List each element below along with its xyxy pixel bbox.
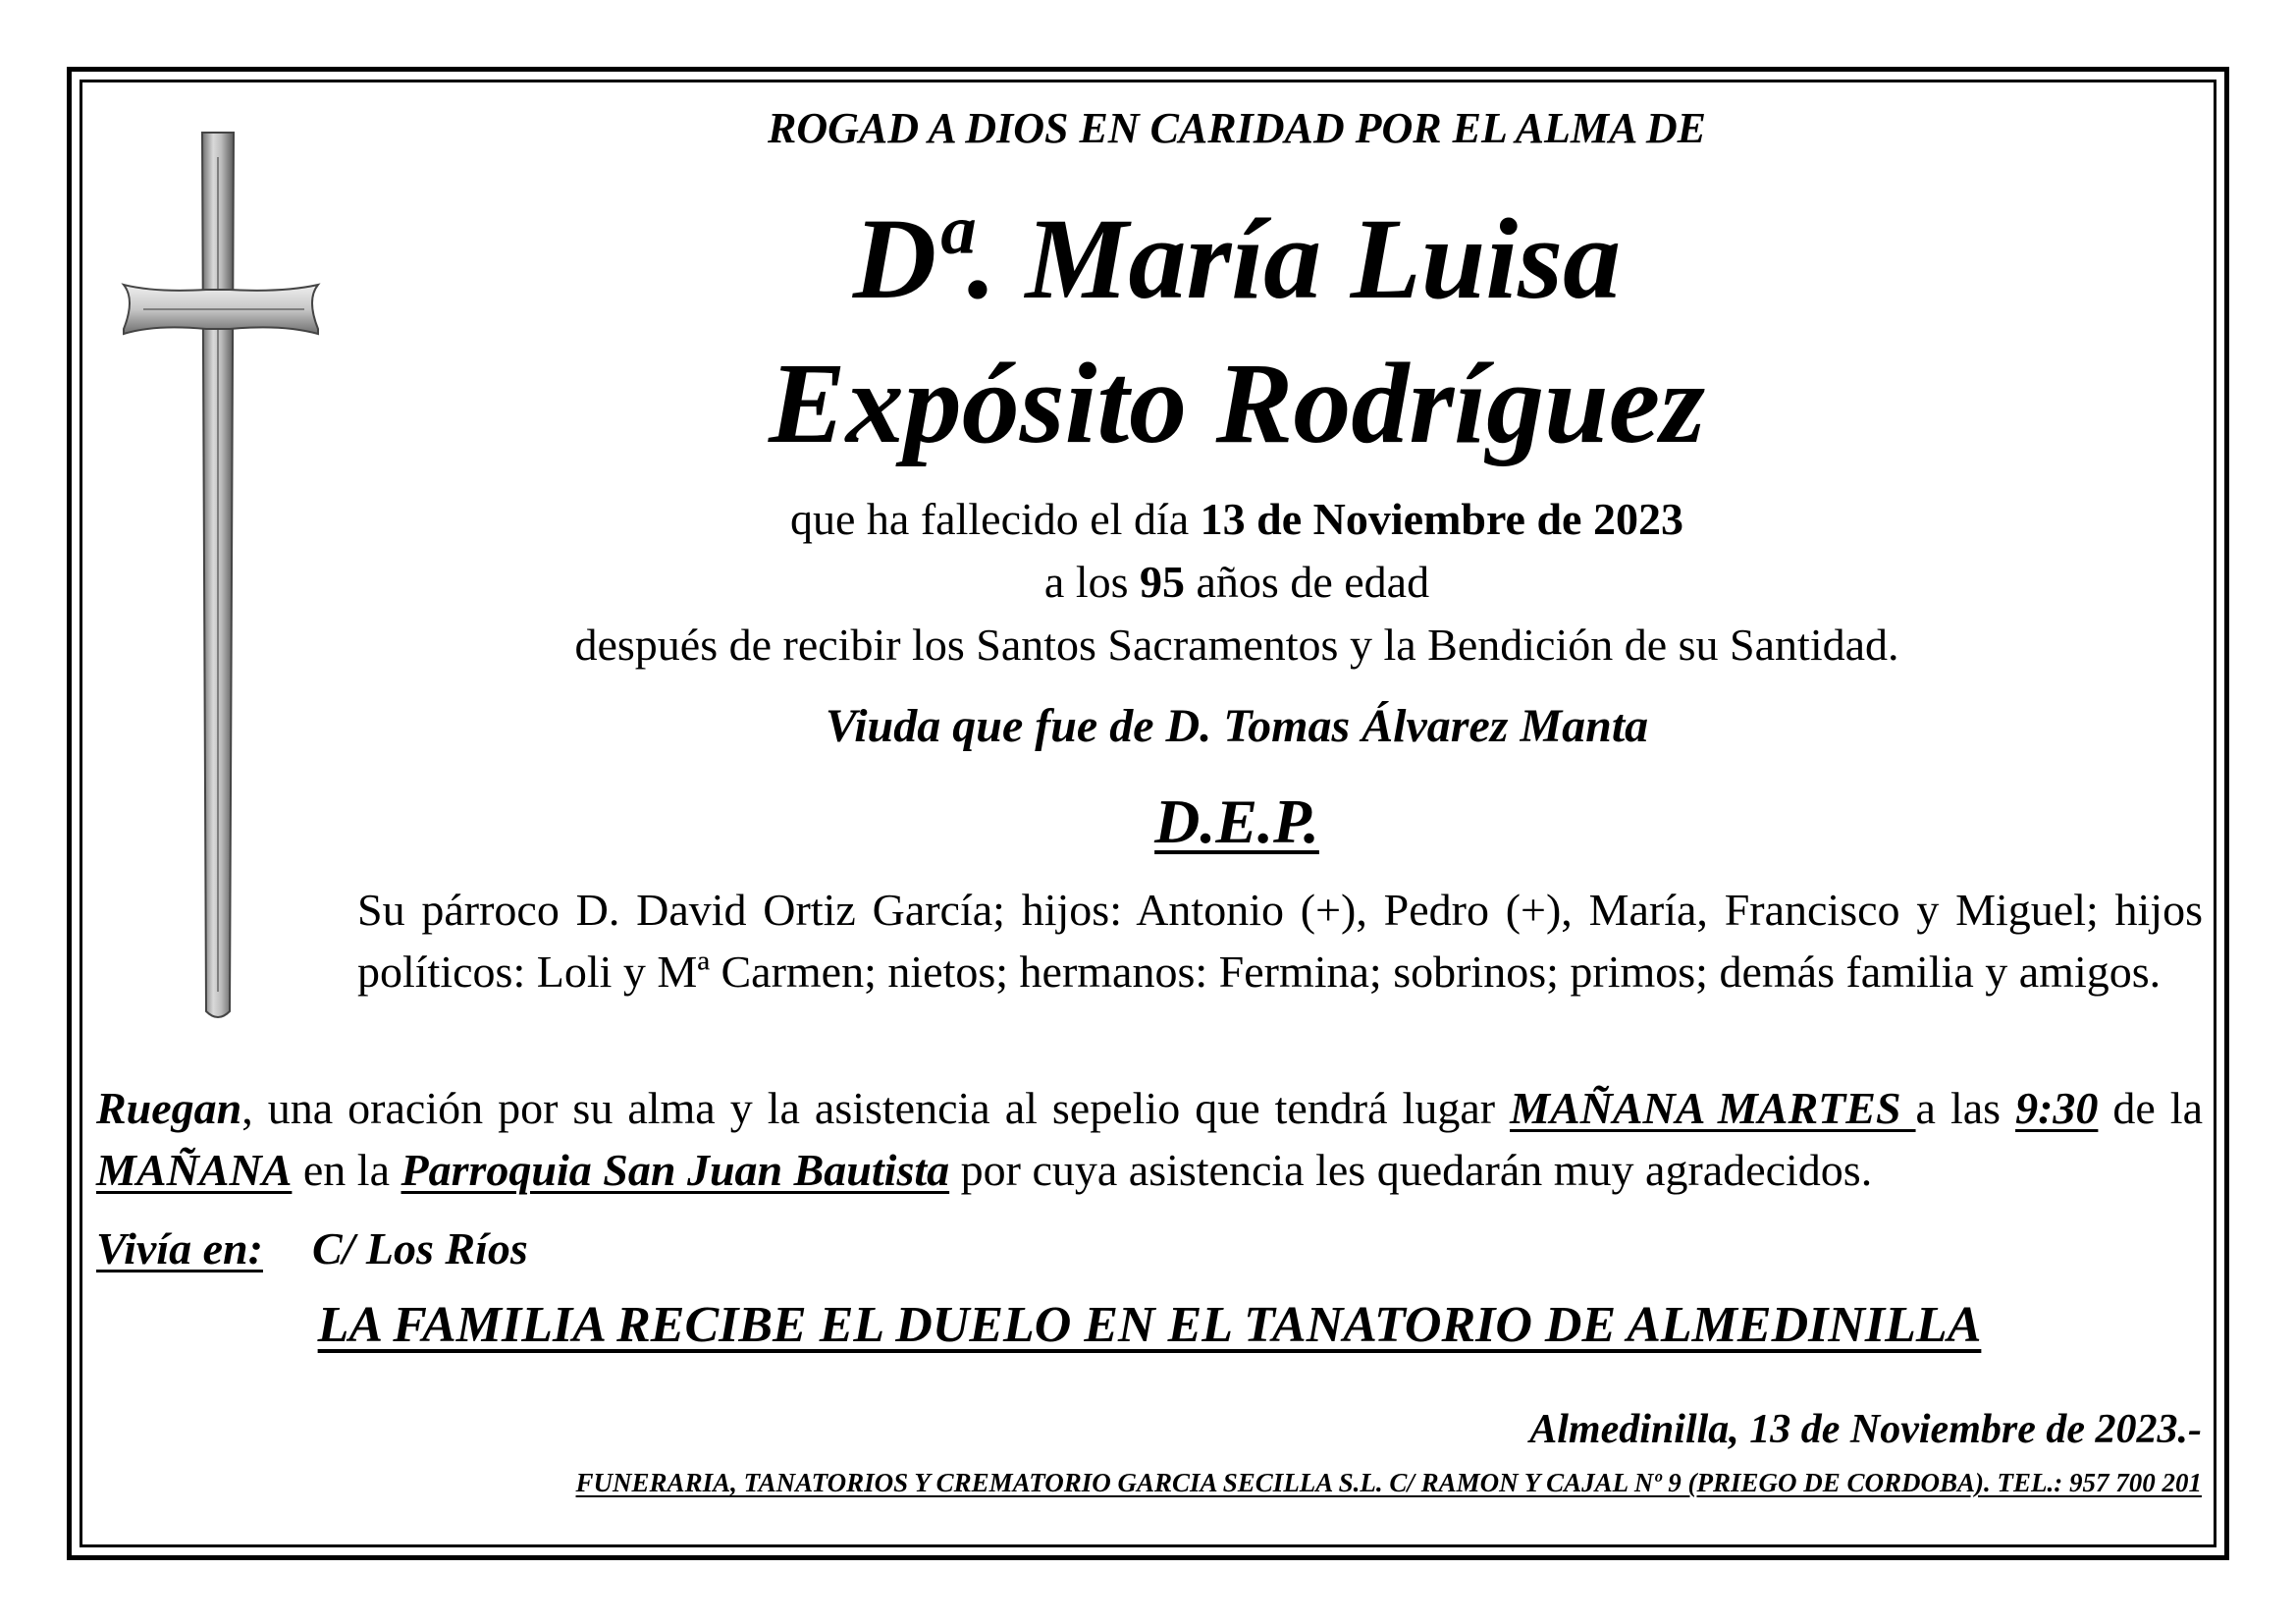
pray-line: ROGAD A DIOS EN CARIDAD POR EL ALMA DE: [768, 104, 1706, 152]
residence-label: Vivía en:: [96, 1223, 263, 1273]
death-date-line: [334, 493, 2140, 545]
ruegan-word: Ruegan: [96, 1083, 242, 1133]
age-prefix: a los: [1043, 557, 1141, 607]
funeral-home-footer: FUNERARIA, TANATORIOS Y CREMATORIO GARCIA SECILLA S.L. C/ RAMON Y CAJAL Nº 9 (PRIEGO DE CORDOBA). TEL.: 957 700 201: [575, 1468, 2202, 1497]
service-period: MAÑANA: [96, 1145, 293, 1195]
service-time: 9:30: [2015, 1083, 2099, 1133]
residence-address: C/ Los Ríos: [311, 1223, 528, 1273]
service-text-1: , una oración por su alma y la asistencia al sepelio que tendrá lugar: [241, 1083, 1511, 1133]
family-list: Su párroco D. David Ortiz García; hijos: Antonio (+), Pedro (+), María, Francisco y Miguel; hijos políticos: Loli y Mª Carmen; nietos; hermanos: Fermina; sobrinos; primos; demás familia y amigos.: [357, 885, 2203, 997]
dateline: Almedinilla, 13 de Noviembre de 2023.-: [1529, 1407, 2202, 1452]
widow-line: Viuda que fue de D. Tomas Álvarez Manta: [825, 700, 1649, 752]
age-value: 95: [1140, 557, 1186, 607]
deceased-name-line-1: Dª. María Luisa: [852, 194, 1622, 323]
service-paragraph: [96, 1077, 2203, 1201]
residence-line: [96, 1222, 528, 1274]
service-text-5: por cuya asistencia les quedarán muy agradecidos.: [949, 1145, 1873, 1195]
death-date: 13 de Noviembre de 2023: [1200, 494, 1683, 544]
service-place: Parroquia San Juan Bautista: [400, 1145, 950, 1195]
death-prefix: que ha fallecido el día: [790, 494, 1201, 544]
service-text-4: en la: [292, 1145, 401, 1195]
service-day: MAÑANA MARTES: [1510, 1083, 1916, 1133]
service-text-2: a las: [1915, 1083, 2016, 1133]
dep-heading: D.E.P.: [1154, 786, 1319, 856]
deceased-name-line-2: Expósito Rodríguez: [768, 339, 1706, 467]
age-suffix: años de edad: [1185, 557, 1430, 607]
age-line: [334, 556, 2140, 608]
sacraments-line: después de recibir los Santos Sacramentos y la Bendición de su Santidad.: [574, 620, 1899, 670]
mourning-line: LA FAMILIA RECIBE EL DUELO EN EL TANATORIO DE ALMEDINILLA: [317, 1297, 1982, 1353]
service-text-3: de la: [2098, 1083, 2203, 1133]
cross-icon: [116, 128, 332, 1026]
